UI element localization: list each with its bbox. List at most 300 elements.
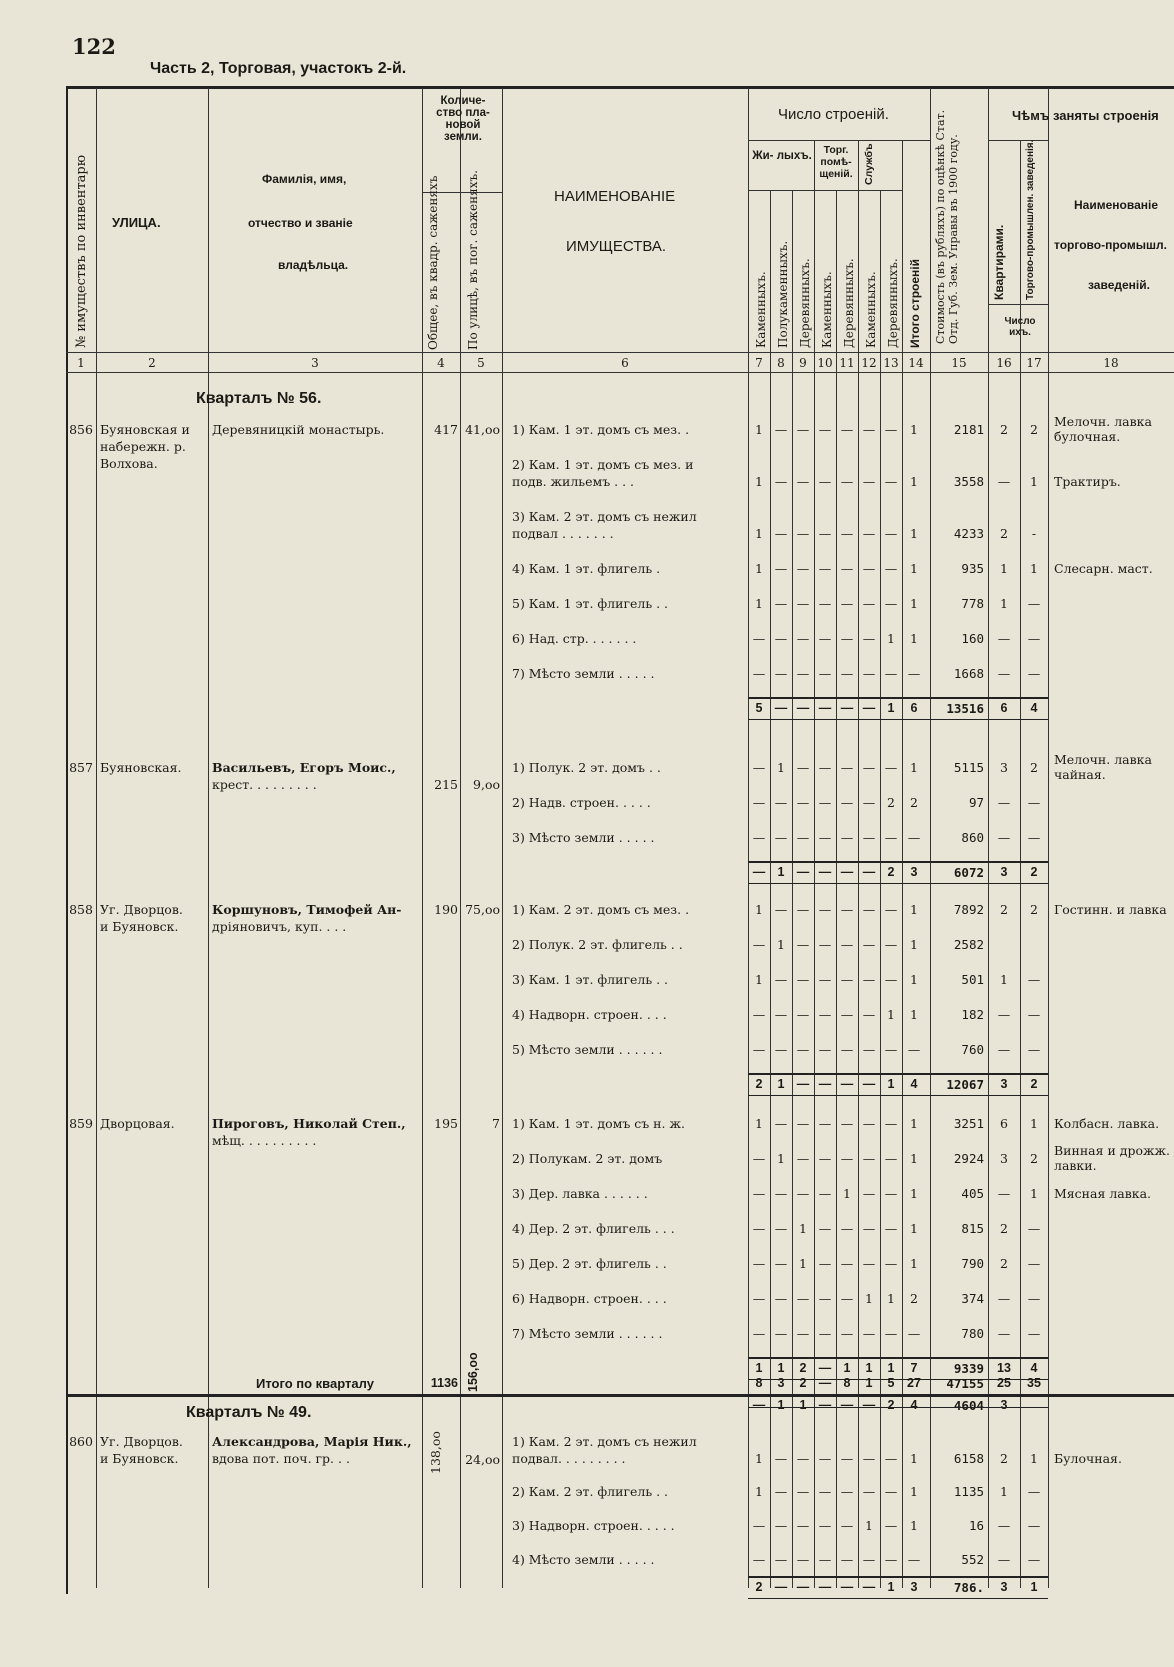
enterprises-cell: — <box>1027 830 1041 845</box>
building-count-cell: — <box>796 474 810 489</box>
building-count-cell: — <box>774 1256 788 1271</box>
building-count-cell: — <box>752 760 766 775</box>
building-count-cell: — <box>840 760 854 775</box>
building-count-cell: — <box>862 937 876 952</box>
building-count-cell: — <box>752 1398 766 1412</box>
building-count-cell: — <box>796 830 810 845</box>
building-count-cell: 2 <box>887 795 895 810</box>
building-count-cell: — <box>752 937 766 952</box>
value-cell: 6158 <box>953 1451 984 1466</box>
header-residential: Жи- лыхъ. <box>752 150 812 162</box>
building-count-cell: 1 <box>755 561 763 576</box>
value-cell: 182 <box>961 1007 984 1022</box>
column-number: 10 <box>817 356 833 370</box>
building-count-cell: — <box>818 1361 832 1375</box>
building-count-cell: — <box>796 1042 810 1057</box>
building-count-cell: — <box>818 972 832 987</box>
building-count-cell: — <box>818 1580 832 1594</box>
header-rule <box>66 372 1174 373</box>
building-count-cell: 1 <box>755 1361 763 1375</box>
property-name: подвал. . . . . . . . . <box>512 1451 626 1466</box>
building-count-cell: 1 <box>777 865 785 879</box>
quarter-total-buildings: 27 <box>907 1376 921 1390</box>
building-count-cell: — <box>818 474 832 489</box>
building-count-cell: — <box>752 1291 766 1306</box>
sum-apartments: 13 <box>997 1361 1011 1375</box>
building-count-cell: 2 <box>887 1398 895 1412</box>
header-rule <box>748 140 930 141</box>
quarter-total-label: Итого по кварталу <box>256 1376 374 1391</box>
building-count-cell: 1 <box>887 1291 895 1306</box>
header-owner-1: Фамилія, имя, <box>262 172 347 186</box>
total-buildings-cell: 1 <box>910 1451 918 1466</box>
building-count-cell: — <box>818 561 832 576</box>
owner-name: Деревяницкій монастырь. <box>212 422 385 437</box>
building-count-cell: — <box>862 830 876 845</box>
sum-enterprises: 4 <box>1030 1361 1038 1375</box>
property-name: подв. жильемъ . . . <box>512 474 635 489</box>
total-buildings-cell: 1 <box>910 902 918 917</box>
value-cell: 778 <box>961 596 984 611</box>
header-rule <box>748 190 902 191</box>
header-wood: Деревянныхъ. <box>798 258 812 348</box>
sum-rule <box>748 1357 1048 1359</box>
building-count-cell: — <box>796 1077 810 1091</box>
building-count-cell: — <box>840 1007 854 1022</box>
apartments-cell: — <box>997 1326 1011 1341</box>
enterprises-cell: — <box>1027 1326 1041 1341</box>
sum-value: 12067 <box>946 1077 984 1092</box>
column-number: 17 <box>1026 356 1042 370</box>
building-count-cell: — <box>774 902 788 917</box>
enterprises-cell: - <box>1031 526 1037 541</box>
building-count-cell: — <box>818 631 832 646</box>
quarter-title: Кварталъ № 49. <box>186 1404 312 1421</box>
sum-total-buildings: 7 <box>910 1361 918 1375</box>
total-buildings-cell: 1 <box>910 972 918 987</box>
building-count-cell: — <box>862 972 876 987</box>
building-count-cell: — <box>796 1151 810 1166</box>
sum-rule <box>748 1095 1048 1096</box>
value-cell: 2181 <box>953 422 984 437</box>
building-count-cell: — <box>752 1151 766 1166</box>
header-enterprise-name-2: торгово-промышл. <box>1054 238 1167 252</box>
building-count-cell: — <box>796 596 810 611</box>
building-count-cell: — <box>884 1326 898 1341</box>
enterprises-cell: — <box>1027 1291 1041 1306</box>
col-rule <box>208 88 209 1588</box>
apartments-cell: — <box>997 1552 1011 1567</box>
inventory-number: 858 <box>69 902 93 917</box>
header-enterprise-name-3: заведеній. <box>1088 278 1150 292</box>
building-count-cell: — <box>818 1291 832 1306</box>
building-count-cell: — <box>796 1007 810 1022</box>
total-buildings-cell: 1 <box>910 1007 918 1022</box>
building-count-cell: — <box>840 666 854 681</box>
building-count-cell: — <box>862 902 876 917</box>
header-halfstone: Полукаменныхъ. <box>776 240 790 348</box>
building-count-cell: — <box>840 830 854 845</box>
apartments-cell: — <box>997 795 1011 810</box>
quarter-total-frontage: 156,оо <box>466 1352 480 1392</box>
building-count-cell: — <box>818 1151 832 1166</box>
building-count-cell: — <box>818 666 832 681</box>
total-buildings-cell: 1 <box>910 474 918 489</box>
building-count-cell: — <box>840 1077 854 1091</box>
value-cell: 815 <box>961 1221 984 1236</box>
building-count-cell: — <box>774 1451 788 1466</box>
building-count-cell: — <box>774 1552 788 1567</box>
building-count-cell: 1 <box>843 1361 851 1375</box>
header-total-buildings: Итого строеній <box>908 258 922 348</box>
building-count-cell: — <box>884 1451 898 1466</box>
enterprises-cell: — <box>1027 972 1041 987</box>
column-number: 5 <box>477 356 485 370</box>
property-name: 1) Полук. 2 эт. домъ . . <box>512 760 661 775</box>
header-count: Число ихъ. <box>1004 316 1036 338</box>
building-count-cell: — <box>818 1221 832 1236</box>
enterprises-cell: — <box>1027 1256 1041 1271</box>
header-service-stone: Каменныхъ. <box>864 271 878 348</box>
building-count-cell: — <box>796 1552 810 1567</box>
column-number: 6 <box>621 356 629 370</box>
value-cell: 16 <box>968 1518 984 1533</box>
building-count-cell: — <box>862 701 876 715</box>
building-count-cell: — <box>840 422 854 437</box>
street-name: и Буяновск. <box>100 919 179 934</box>
building-count-cell: — <box>862 1451 876 1466</box>
owner-name: крест. . . . . . . . . <box>212 777 317 792</box>
value-cell: 552 <box>961 1552 984 1567</box>
value-cell: 760 <box>961 1042 984 1057</box>
building-count-cell: — <box>752 865 766 879</box>
header-rule <box>988 140 1048 141</box>
building-count-cell: — <box>818 1042 832 1057</box>
building-count-cell: 1 <box>755 422 763 437</box>
building-count-cell: — <box>884 1221 898 1236</box>
apartments-cell: 2 <box>1000 422 1008 437</box>
col-rule <box>502 88 503 1588</box>
building-count-cell: — <box>752 1221 766 1236</box>
building-count-cell: — <box>752 795 766 810</box>
building-count-cell: — <box>840 561 854 576</box>
total-buildings-cell: 1 <box>910 1186 918 1201</box>
owner-name: Александрова, Марія Ник., <box>212 1434 412 1449</box>
value-cell: 7892 <box>953 902 984 917</box>
struck-value: 4604 <box>953 1398 984 1413</box>
col-rule <box>460 88 461 1588</box>
land-frontage: 7 <box>492 1116 500 1131</box>
building-count-cell: — <box>796 902 810 917</box>
header-rule <box>66 352 1174 353</box>
property-name: 7) Мѣсто земли . . . . . . <box>512 1326 663 1341</box>
enterprises-cell: 1 <box>1030 1186 1038 1201</box>
building-count-cell: 1 <box>865 1291 873 1306</box>
total-buildings-cell: 2 <box>910 795 918 810</box>
building-count-cell: — <box>818 1484 832 1499</box>
property-name: 5) Дер. 2 эт. флигель . . <box>512 1256 667 1271</box>
building-count-cell: — <box>862 1116 876 1131</box>
building-count-cell: — <box>818 902 832 917</box>
enterprise-name: булочная. <box>1054 429 1121 444</box>
building-count-cell: — <box>862 666 876 681</box>
street-name: Буяновская. <box>100 760 182 775</box>
building-count-cell: — <box>884 422 898 437</box>
enterprises-cell: 1 <box>1030 474 1038 489</box>
building-count-cell: — <box>884 1484 898 1499</box>
total-buildings-cell: — <box>907 666 921 681</box>
building-count-cell: — <box>840 701 854 715</box>
col-rule <box>1048 88 1049 1588</box>
total-buildings-cell: 1 <box>910 1116 918 1131</box>
street-name: набережн. р. <box>100 439 186 454</box>
value-cell: 935 <box>961 561 984 576</box>
land-area: 417 <box>434 422 458 437</box>
building-count-cell: 5 <box>755 701 763 715</box>
sum-rule <box>748 1576 1048 1578</box>
column-number: 2 <box>148 356 156 370</box>
building-count-cell: — <box>818 1518 832 1533</box>
building-count-cell: — <box>884 561 898 576</box>
enterprise-name: Булочная. <box>1054 1451 1122 1466</box>
header-stone: Каменныхъ. <box>754 271 768 348</box>
enterprises-cell: — <box>1027 1484 1041 1499</box>
building-count-cell: — <box>796 1518 810 1533</box>
header-inventory-no: № имуществъ по инвентарю <box>74 154 89 348</box>
building-count-cell: — <box>774 830 788 845</box>
building-count-cell: — <box>796 1580 810 1594</box>
quarter-total-value: 47155 <box>946 1376 984 1391</box>
enterprises-cell: — <box>1027 596 1041 611</box>
total-buildings-cell: — <box>907 1552 921 1567</box>
building-count-cell: 2 <box>799 1376 807 1390</box>
running-head: Часть 2, Торговая, участокъ 2-й. <box>150 60 407 77</box>
building-count-cell: — <box>840 1398 854 1412</box>
sum-enterprises: 2 <box>1030 1077 1038 1091</box>
building-count-cell: — <box>884 760 898 775</box>
building-count-cell: — <box>840 1451 854 1466</box>
building-count-cell: 1 <box>887 1580 895 1594</box>
building-count-cell: — <box>818 865 832 879</box>
total-buildings-cell: 1 <box>910 760 918 775</box>
apartments-cell: — <box>997 1007 1011 1022</box>
property-name: 5) Кам. 1 эт. флигель . . <box>512 596 669 611</box>
building-count-cell: — <box>840 1580 854 1594</box>
building-count-cell: — <box>884 1151 898 1166</box>
apartments-cell: 3 <box>1000 760 1008 775</box>
building-count-cell: — <box>884 1518 898 1533</box>
building-count-cell: — <box>840 1291 854 1306</box>
property-name: 3) Кам. 2 эт. домъ съ нежил <box>512 509 697 524</box>
property-name: 2) Надв. строен. . . . . <box>512 795 651 810</box>
value-cell: 4233 <box>953 526 984 541</box>
property-name: 3) Надворн. строен. . . . . <box>512 1518 675 1533</box>
enterprises-cell: 1 <box>1030 1116 1038 1131</box>
building-count-cell: 2 <box>755 1077 763 1091</box>
street-name: и Буяновск. <box>100 1451 179 1466</box>
building-count-cell: — <box>774 1042 788 1057</box>
apartments-cell: — <box>997 631 1011 646</box>
sum-value: 6072 <box>953 865 984 880</box>
building-count-cell: — <box>840 865 854 879</box>
building-count-cell: — <box>818 1376 832 1390</box>
sum-value: 786. <box>953 1580 984 1595</box>
building-count-cell: 1 <box>887 1007 895 1022</box>
apartments-cell: — <box>997 1518 1011 1533</box>
building-count-cell: — <box>862 1484 876 1499</box>
building-count-cell: — <box>862 1186 876 1201</box>
header-apartments: Квартирами. <box>992 224 1006 300</box>
street-name: Дворцовая. <box>100 1116 175 1131</box>
building-count-cell: — <box>796 1451 810 1466</box>
building-count-cell: — <box>818 760 832 775</box>
quarter-title: Кварталъ № 56. <box>196 390 322 407</box>
sum-enterprises: 4 <box>1030 701 1038 715</box>
building-count-cell: — <box>818 1007 832 1022</box>
building-count-cell: — <box>862 596 876 611</box>
total-buildings-cell: 1 <box>910 422 918 437</box>
building-count-cell: 1 <box>755 474 763 489</box>
building-count-cell: 1 <box>777 1077 785 1091</box>
property-name: 2) Кам. 1 эт. домъ съ мез. и <box>512 457 694 472</box>
building-count-cell: — <box>884 830 898 845</box>
building-count-cell: — <box>752 1256 766 1271</box>
land-frontage: 41,оо <box>465 422 500 437</box>
building-count-cell: — <box>752 1007 766 1022</box>
column-number: 4 <box>437 356 445 370</box>
building-count-cell: — <box>818 701 832 715</box>
owner-name: Васильевъ, Егоръ Моис., <box>212 760 396 775</box>
enterprises-cell: — <box>1027 631 1041 646</box>
building-count-cell: — <box>884 1186 898 1201</box>
building-count-cell: — <box>862 1256 876 1271</box>
building-count-cell: — <box>862 1326 876 1341</box>
header-trade: Торг. помѣ- щеній. <box>819 144 853 180</box>
header-frontage: По улицѣ, въ пог. саженяхъ. <box>466 170 480 350</box>
building-count-cell: — <box>796 422 810 437</box>
building-count-cell: — <box>862 1007 876 1022</box>
sum-rule <box>748 883 1048 884</box>
building-count-cell: — <box>862 1151 876 1166</box>
column-number: 12 <box>861 356 877 370</box>
apartments-cell: — <box>997 830 1011 845</box>
value-cell: 790 <box>961 1256 984 1271</box>
owner-name: Коршуновъ, Тимофей Ан- <box>212 902 402 917</box>
header-enterprises: Торгово-промышлен. заведенія. <box>1025 139 1036 300</box>
total-buildings-cell: — <box>907 1042 921 1057</box>
building-count-cell: — <box>752 1186 766 1201</box>
building-count-cell: — <box>774 1116 788 1131</box>
column-number: 7 <box>755 356 763 370</box>
building-count-cell: — <box>752 666 766 681</box>
building-count-cell: — <box>840 1042 854 1057</box>
value-cell: 2582 <box>953 937 984 952</box>
building-count-cell: — <box>884 1042 898 1057</box>
apartments-cell: 1 <box>1000 1484 1008 1499</box>
building-count-cell: — <box>862 1221 876 1236</box>
building-count-cell: — <box>774 1221 788 1236</box>
building-count-cell: 1 <box>777 1398 785 1412</box>
quarter-divider <box>66 1394 1174 1397</box>
building-count-cell: — <box>884 596 898 611</box>
property-name: 1) Кам. 1 эт. домъ съ н. ж. <box>512 1116 685 1131</box>
apartments-cell: 2 <box>1000 902 1008 917</box>
total-buildings-cell: 1 <box>910 631 918 646</box>
building-count-cell: 1 <box>887 631 895 646</box>
land-area: 215 <box>434 777 458 792</box>
inventory-number: 856 <box>69 422 93 437</box>
apartments-cell: 6 <box>1000 1116 1008 1131</box>
building-count-cell: — <box>818 795 832 810</box>
column-number: 18 <box>1103 356 1119 370</box>
enterprises-cell: 1 <box>1030 561 1038 576</box>
building-count-cell: — <box>796 1484 810 1499</box>
building-count-cell: — <box>796 1291 810 1306</box>
building-count-cell: — <box>840 1518 854 1533</box>
sum-total-buildings: 3 <box>910 1580 918 1594</box>
building-count-cell: — <box>818 830 832 845</box>
total-buildings-cell: 1 <box>910 1151 918 1166</box>
building-count-cell: — <box>862 1398 876 1412</box>
header-rule <box>988 304 1048 305</box>
column-number: 8 <box>777 356 785 370</box>
enterprise-name: Трактиръ. <box>1054 474 1121 489</box>
building-count-cell: — <box>840 474 854 489</box>
building-count-cell: — <box>774 596 788 611</box>
building-count-cell: 1 <box>865 1361 873 1375</box>
building-count-cell: — <box>796 865 810 879</box>
enterprises-cell: — <box>1027 666 1041 681</box>
value-cell: 2924 <box>953 1151 984 1166</box>
building-count-cell: — <box>840 631 854 646</box>
enterprises-cell: 2 <box>1030 902 1038 917</box>
header-buildings: Число строеній. <box>778 106 889 123</box>
apartments-cell: 2 <box>1000 526 1008 541</box>
building-count-cell: — <box>796 701 810 715</box>
column-number: 16 <box>996 356 1012 370</box>
property-name: 6) Над. стр. . . . . . . <box>512 631 637 646</box>
header-area: Общее, въ квадр. саженяхъ <box>426 175 440 350</box>
enterprise-name: лавки. <box>1054 1158 1097 1173</box>
building-count-cell: 1 <box>799 1398 807 1412</box>
building-count-cell: 1 <box>777 937 785 952</box>
building-count-cell: 1 <box>755 1116 763 1131</box>
quarter-total-enterprises: 35 <box>1027 1376 1041 1390</box>
sum-total-buildings: 6 <box>910 701 918 715</box>
building-count-cell: — <box>840 1116 854 1131</box>
value-cell: 3558 <box>953 474 984 489</box>
sum-apartments: 3 <box>1000 865 1008 879</box>
building-count-cell: — <box>774 972 788 987</box>
property-name: 7) Мѣсто земли . . . . . <box>512 666 655 681</box>
building-count-cell: — <box>796 1186 810 1201</box>
building-count-cell: — <box>752 1552 766 1567</box>
column-number: 3 <box>311 356 319 370</box>
owner-name: мѣщ. . . . . . . . . . <box>212 1133 317 1148</box>
building-count-cell: 1 <box>755 1484 763 1499</box>
inventory-number: 859 <box>69 1116 93 1131</box>
building-count-cell: — <box>840 1484 854 1499</box>
apartments-cell: — <box>997 474 1011 489</box>
enterprises-cell: 2 <box>1030 422 1038 437</box>
total-buildings-cell: 1 <box>910 1484 918 1499</box>
building-count-cell: — <box>818 1256 832 1271</box>
land-frontage: 75,оо <box>465 902 500 917</box>
total-buildings-cell: — <box>907 1326 921 1341</box>
building-count-cell: — <box>862 1042 876 1057</box>
enterprise-name: Винная и дрожж. <box>1054 1143 1170 1158</box>
enterprises-cell: — <box>1027 1007 1041 1022</box>
